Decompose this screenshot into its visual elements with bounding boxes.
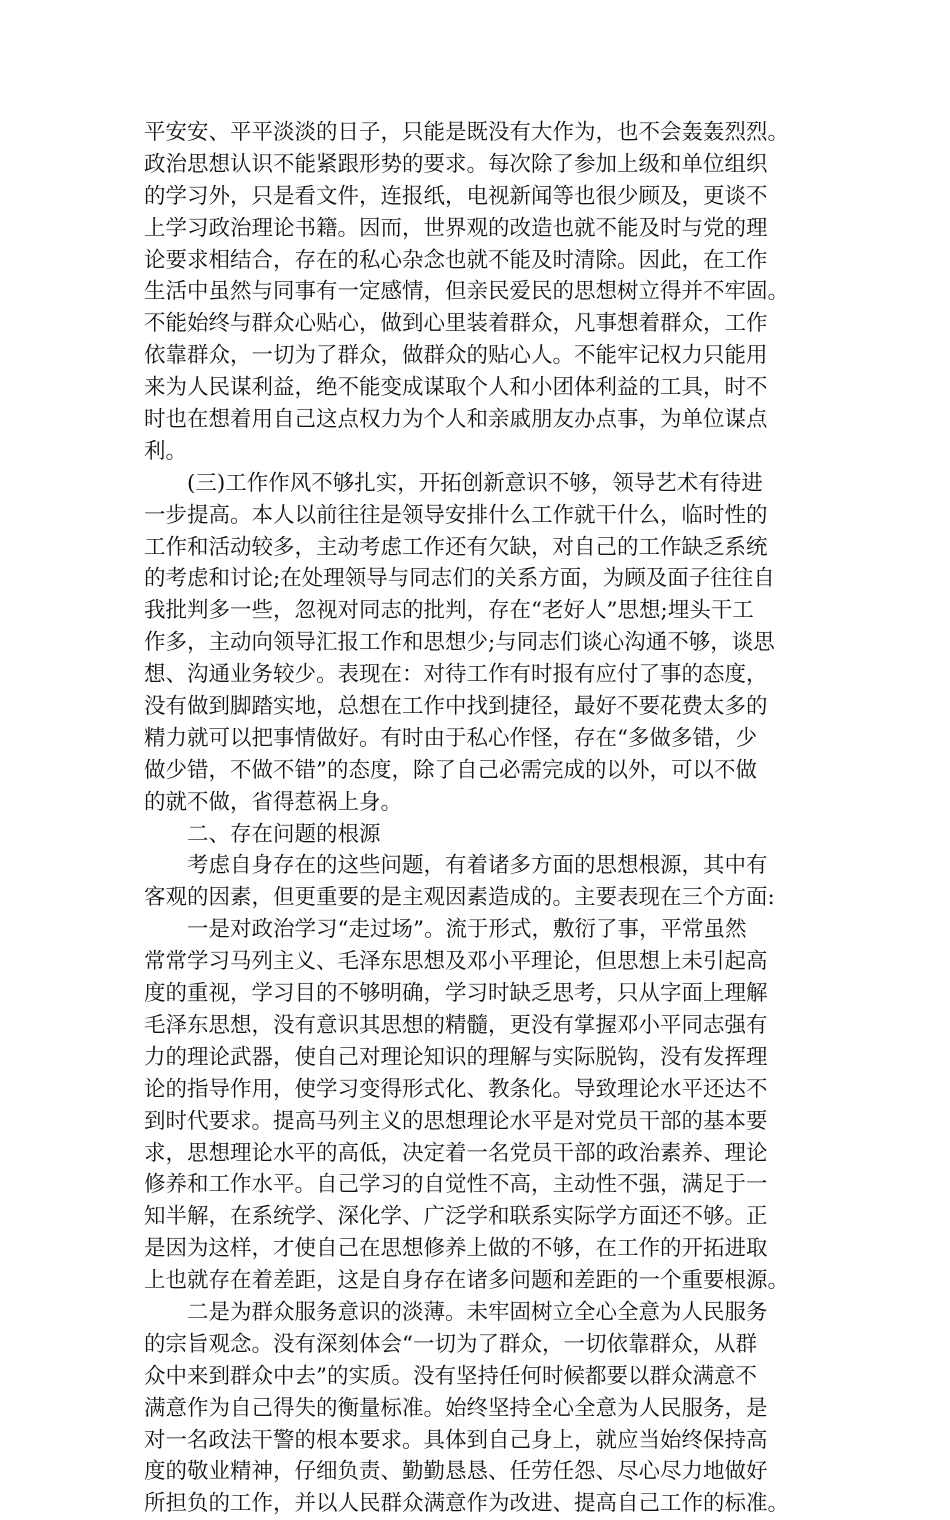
text-line: 满意作为自己得失的衡量标准。始终坚持全心全意为人民服务，是 bbox=[144, 1395, 768, 1421]
text-line: 生活中虽然与同事有一定感情，但亲民爱民的思想树立得并不牢固。 bbox=[144, 279, 790, 305]
text-line: (三)工作作风不够扎实，开拓创新意识不够，领导艺术有待进 bbox=[187, 470, 763, 496]
text-line: 的就不做，省得惹祸上身。 bbox=[144, 789, 403, 815]
text-line: 求，思想理论水平的高低，决定着一名党员干部的政治素养、理论 bbox=[144, 1140, 768, 1166]
text-line: 二、存在问题的根源 bbox=[187, 821, 381, 847]
text-line: 的学习外，只是看文件，连报纸，电视新闻等也很少顾及，更谈不 bbox=[144, 183, 768, 209]
text-line: 做少错，不做不错”的态度，除了自己必需完成的以外，可以不做 bbox=[144, 757, 757, 783]
text-line: 上学习政治理论书籍。因而，世界观的改造也就不能及时与党的理 bbox=[144, 215, 768, 241]
text-line: 度的敬业精神，仔细负责、勤勤恳恳、任劳任怨、尽心尽力地做好 bbox=[144, 1459, 768, 1485]
text-line: 平安安、平平淡淡的日子，只能是既没有大作为，也不会轰轰烈烈。 bbox=[144, 120, 790, 145]
text-line: 想、沟通业务较少。表现在：对待工作有时报有应付了事的态度， bbox=[144, 662, 768, 688]
text-line: 的宗旨观念。没有深刻体会“一切为了群众，一切依靠群众，从群 bbox=[144, 1331, 757, 1357]
text-line: 政治思想认识不能紧跟形势的要求。每次除了参加上级和单位组织 bbox=[144, 151, 768, 177]
text-line: 力的理论武器，使自己对理论知识的理解与实际脱钩，没有发挥理 bbox=[144, 1044, 768, 1070]
text-line: 精力就可以把事情做好。有时由于私心作怪，存在“多做多错，少 bbox=[144, 725, 757, 751]
text-line: 度的重视，学习目的不够明确，学习时缺乏思考，只从字面上理解 bbox=[144, 981, 768, 1007]
text-line: 到时代要求。提高马列主义的思想理论水平是对党员干部的基本要 bbox=[144, 1108, 768, 1134]
text-line: 修养和工作水平。自己学习的自觉性不高，主动性不强，满足于一 bbox=[144, 1172, 768, 1198]
text-line: 所担负的工作，并以人民群众满意作为改进、提高自己工作的标准。 bbox=[144, 1491, 790, 1517]
text-line: 没有做到脚踏实地，总想在工作中找到捷径，最好不要花费太多的 bbox=[144, 694, 768, 720]
text-line: 是因为这样，才使自己在思想修养上做的不够，在工作的开拓进取 bbox=[144, 1236, 768, 1262]
text-line: 一是对政治学习“走过场”。流于形式，敷衍了事，平常虽然 bbox=[187, 917, 747, 943]
text-line: 知半解，在系统学、深化学、广泛学和联系实际学方面还不够。正 bbox=[144, 1204, 768, 1230]
text-line: 作多，主动向领导汇报工作和思想少;与同志们谈心沟通不够，谈思 bbox=[144, 630, 775, 656]
text-line: 二是为群众服务意识的淡薄。未牢固树立全心全意为人民服务 bbox=[187, 1299, 768, 1325]
text-line: 工作和活动较多，主动考虑工作还有欠缺，对自己的工作缺乏系统 bbox=[144, 534, 768, 560]
text-line: 论的指导作用，使学习变得形式化、教条化。导致理论水平还达不 bbox=[144, 1076, 768, 1102]
text-line: 利。 bbox=[144, 438, 188, 464]
document-page bbox=[144, 117, 824, 1520]
text-line: 的考虑和讨论;在处理领导与同志们的关系方面，为顾及面子往往自 bbox=[144, 566, 775, 592]
text-line: 常常学习马列主义、毛泽东思想及邓小平理论，但思想上未引起高 bbox=[144, 949, 768, 975]
text-line: 依靠群众，一切为了群众，做群众的贴心人。不能牢记权力只能用 bbox=[144, 343, 768, 369]
text-line: 考虑自身存在的这些问题，有着诸多方面的思想根源，其中有 bbox=[187, 853, 768, 879]
text-line: 来为人民谋利益，绝不能变成谋取个人和小团体利益的工具，时不 bbox=[144, 375, 768, 401]
text-line: 论要求相结合，存在的私心杂念也就不能及时清除。因此，在工作 bbox=[144, 247, 768, 273]
text-line: 我批判多一些，忽视对同志的批判，存在“老好人”思想;埋头干工 bbox=[144, 598, 754, 624]
text-line: 毛泽东思想，没有意识其思想的精髓，更没有掌握邓小平同志强有 bbox=[144, 1012, 768, 1038]
text-line: 不能始终与群众心贴心，做到心里装着群众，凡事想着群众，工作 bbox=[144, 311, 768, 337]
text-line: 客观的因素，但更重要的是主观因素造成的。主要表现在三个方面: bbox=[144, 885, 775, 911]
text-line: 时也在想着用自己这点权力为个人和亲戚朋友办点事，为单位谋点 bbox=[144, 407, 768, 433]
text-line: 众中来到群众中去”的实质。没有坚持任何时候都要以群众满意不 bbox=[144, 1363, 757, 1389]
text-line: 对一名政法干警的根本要求。具体到自己身上，就应当始终保持高 bbox=[144, 1427, 768, 1453]
text-line: 一步提高。本人以前往往是领导安排什么工作就干什么，临时性的 bbox=[144, 502, 768, 528]
text-line: 上也就存在着差距，这是自身存在诸多问题和差距的一个重要根源。 bbox=[144, 1268, 790, 1294]
